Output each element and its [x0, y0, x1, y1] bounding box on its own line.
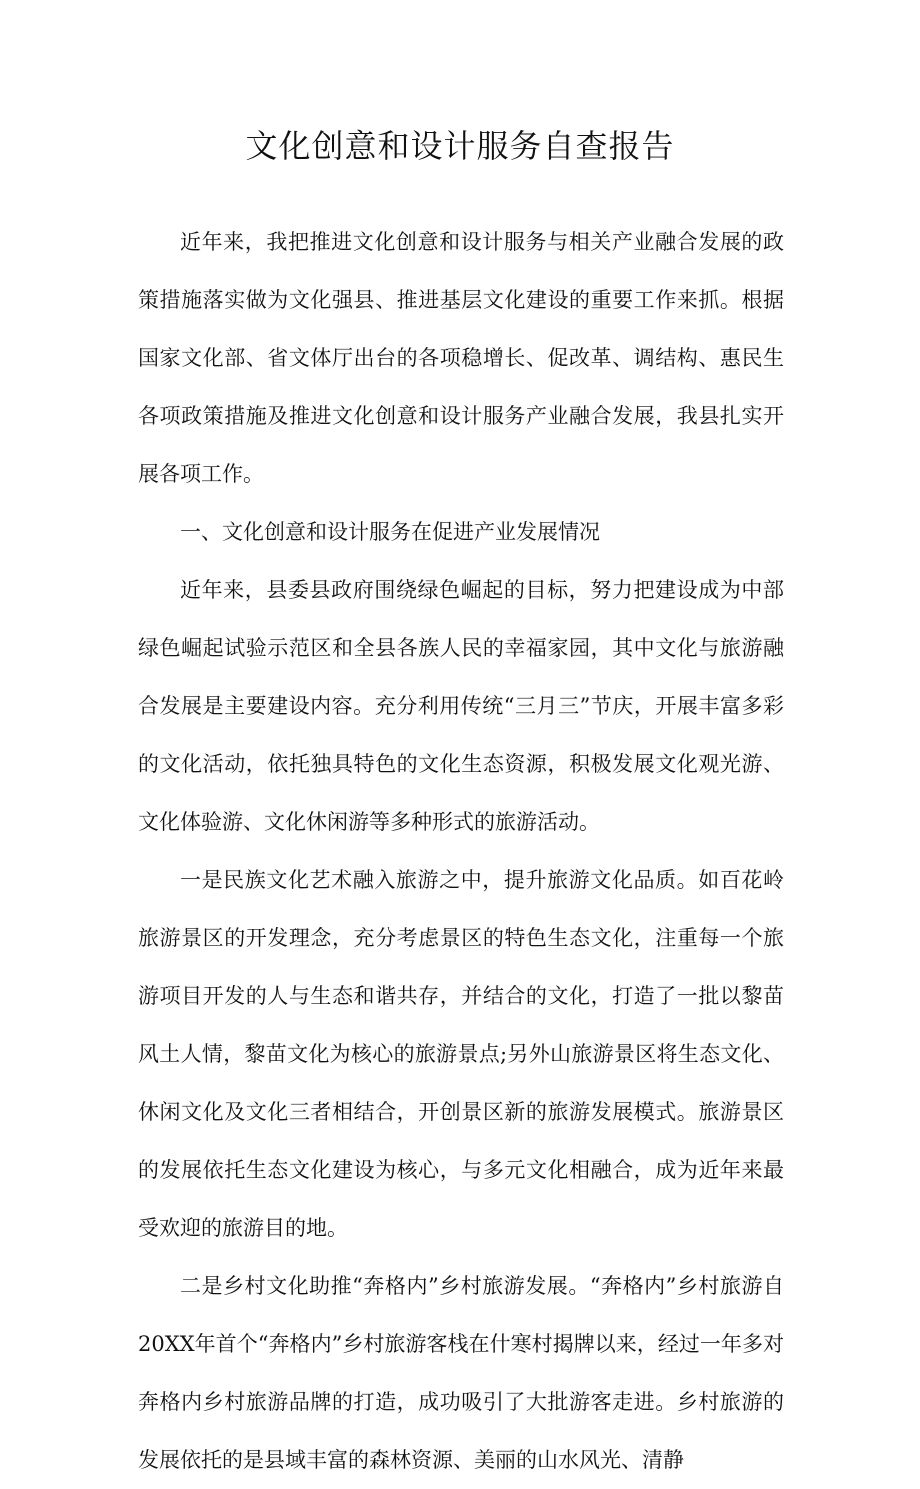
section-heading-1: 一、文化创意和设计服务在促进产业发展情况: [180, 520, 600, 544]
document-body: [138, 213, 784, 1489]
document-title: 文化创意和设计服务自查报告: [245, 127, 675, 165]
paragraph-section-1: 近年来，县委县政府围绕绿色崛起的目标，努力把建设成为中部绿色崛起试验示范区和全县各族人民的幸福家园，其中文化与旅游融合发展是主要建设内容。充分利用传统“三月三”节庆，开展丰富多彩的文化活动，依托独具特色的文化生态资源，积极发展文化观光游、文化体验游、文化休闲游等多种形式的旅游活动。: [138, 578, 784, 834]
paragraph-point-2: 二是乡村文化助推“奔格内”乡村旅游发展。“奔格内”乡村旅游自20XX年首个“奔格内”乡村旅游客栈在什寒村揭牌以来，经过一年多对奔格内乡村旅游品牌的打造，成功吸引了大批游客走进。乡村旅游的发展依托的是县域丰富的森林资源、美丽的山水风光、清静: [138, 1274, 784, 1472]
paragraph-point-1: 一是民族文化艺术融入旅游之中，提升旅游文化品质。如百花岭旅游景区的开发理念，充分考虑景区的特色生态文化，注重每一个旅游项目开发的人与生态和谐共存，并结合的文化，打造了一批以黎苗风土人情，黎苗文化为核心的旅游景点;另外山旅游景区将生态文化、休闲文化及文化三者相结合，开创景区新的旅游发展模式。旅游景区的发展依托生态文化建设为核心，与多元文化相融合，成为近年来最受欢迎的旅游目的地。: [138, 868, 784, 1240]
paragraph-intro: 近年来，我把推进文化创意和设计服务与相关产业融合发展的政策措施落实做为文化强县、推进基层文化建设的重要工作来抓。根据国家文化部、省文体厅出台的各项稳增长、促改革、调结构、惠民生各项政策措施及推进文化创意和设计服务产业融合发展，我县扎实开展各项工作。: [138, 230, 784, 486]
